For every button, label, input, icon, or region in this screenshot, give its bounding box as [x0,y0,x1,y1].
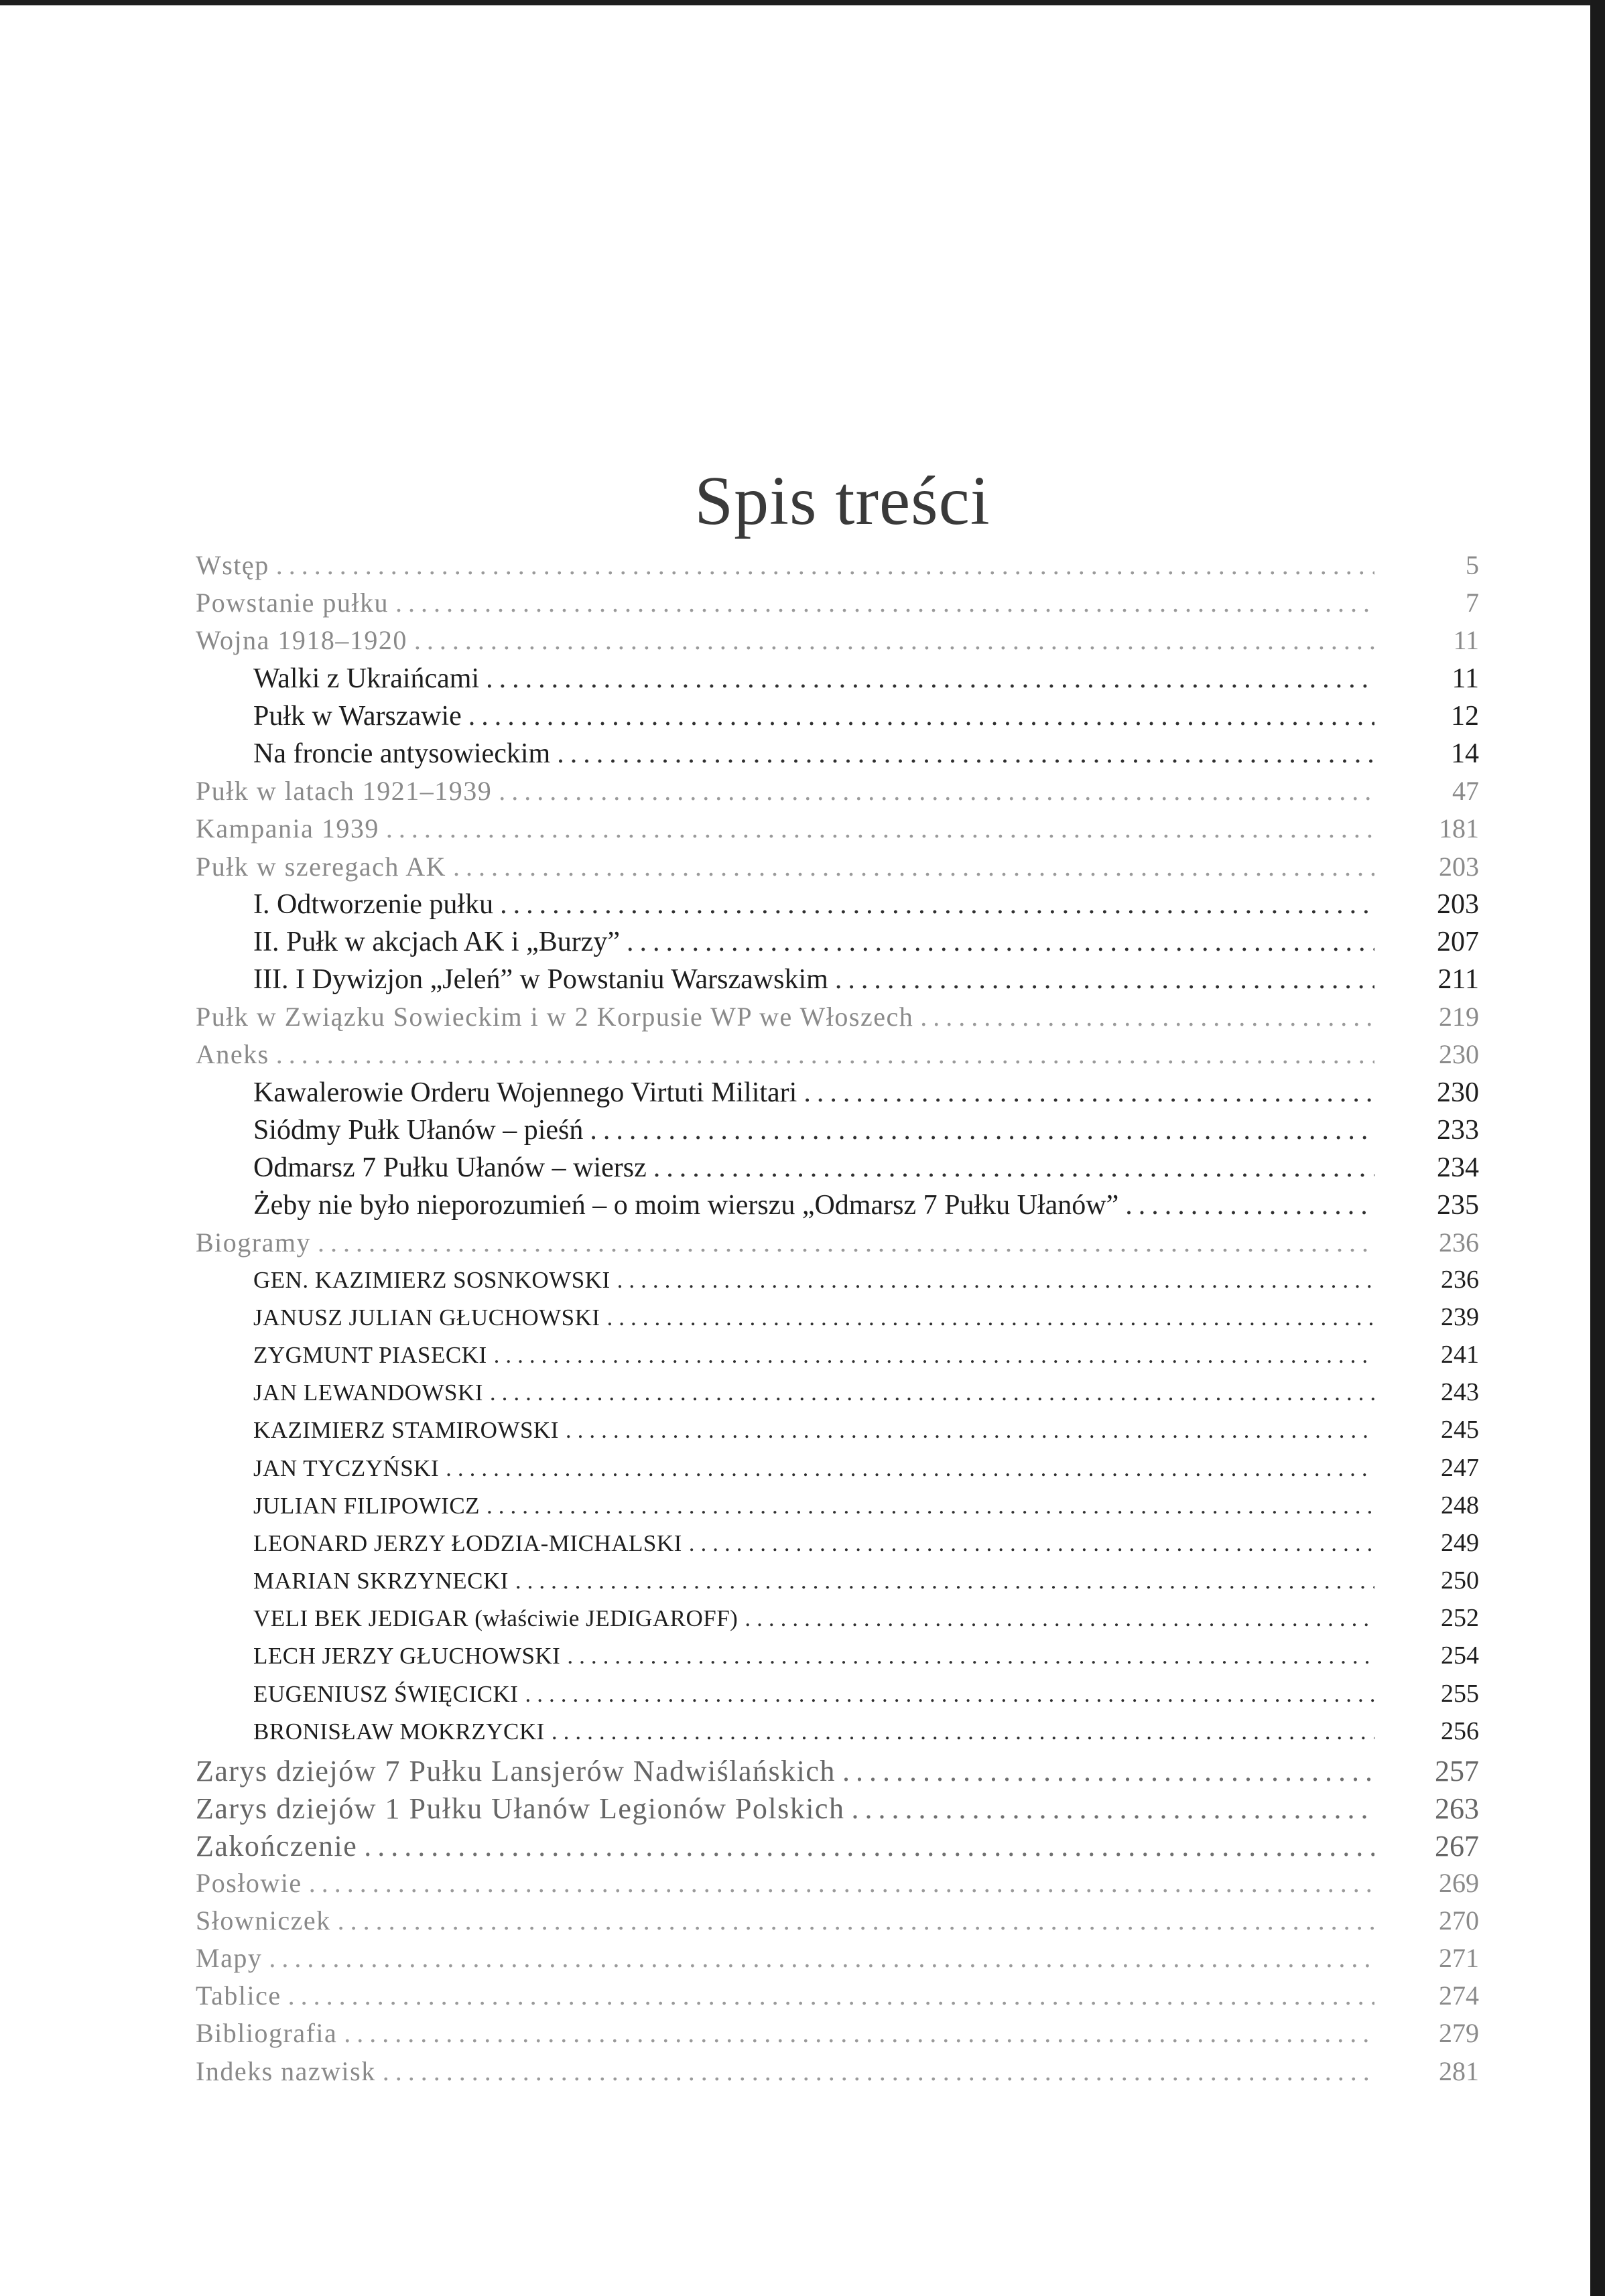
toc-entry-page-number: 219 [1439,1002,1479,1032]
toc-entry [196,663,1479,700]
dot-leader [490,1379,1374,1406]
toc-entry-page-number: 234 [1437,1152,1479,1183]
dot-leader [653,1152,1374,1184]
dot-leader [851,1792,1374,1826]
dot-leader [453,851,1374,882]
dot-leader [500,888,1374,921]
toc-entry-page-number: 14 [1451,738,1479,769]
toc-entry [196,1792,1479,1829]
toc-entry-title: Kampania 1939 [196,813,379,844]
toc-entry-title: Pułk w Warszawie [253,700,462,732]
dot-leader [689,1530,1374,1557]
toc-entry [196,1942,1479,1980]
toc-entry [196,1528,1479,1566]
toc-entry-page-number: 47 [1452,776,1479,807]
toc-entry-page-number: 270 [1439,1905,1479,1936]
dot-leader [364,1829,1374,1863]
toc-entry [196,624,1479,662]
toc-entry [196,888,1479,926]
toc-entry [196,1716,1479,1754]
toc-entry-page-number: 269 [1439,1867,1479,1898]
toc-entry-title: LEONARD JERZY ŁODZIA-MICHALSKI [253,1530,682,1556]
toc-entry-page-number: 252 [1441,1604,1479,1633]
dot-leader [446,1455,1374,1482]
toc-entry-page-number: 250 [1441,1566,1479,1595]
scan-edge-right [1590,0,1605,2296]
toc-entry-page-number: 248 [1441,1491,1479,1520]
toc-entry-page-number: 5 [1466,550,1479,580]
dot-leader [344,2017,1374,2049]
toc-entry [196,813,1479,850]
toc-entry [196,1077,1479,1114]
toc-entry-title: ZYGMUNT PIASECKI [253,1341,487,1368]
toc-entry-title: JANUSZ JULIAN GŁUCHOWSKI [253,1304,600,1331]
toc-entry-page-number: 211 [1437,964,1479,996]
toc-entry-title: EUGENIUSZ ŚWIĘCICKI [253,1680,519,1707]
toc-entry [196,1566,1479,1603]
toc-entry [196,587,1479,624]
toc-entry-page-number: 274 [1439,1980,1479,2011]
toc-entry-page-number: 236 [1439,1227,1479,1258]
toc-entry [196,700,1479,738]
toc-entry [196,1302,1479,1340]
toc-entry-page-number: 236 [1441,1265,1479,1294]
toc-entry-title: BRONISŁAW MOKRZYCKI [253,1718,545,1745]
dot-leader [269,1942,1374,1974]
toc-entry-page-number: 267 [1435,1830,1479,1863]
toc-entry [196,963,1479,1001]
toc-entry-title: Wojna 1918–1920 [196,625,407,656]
dot-leader [383,2055,1374,2087]
toc-entry-title: KAZIMIERZ STAMIROWSKI [253,1417,559,1444]
toc-entry-title: MARIAN SKRZYNECKI [253,1568,509,1595]
page-title: Spis treści [694,462,990,539]
dot-leader [515,1568,1374,1595]
toc-entry-page-number: 243 [1441,1378,1479,1407]
toc-entry [196,1038,1479,1076]
toc-entry-title: JULIAN FILIPOWICZ [253,1492,480,1519]
toc-entry-title: Biogramy [196,1227,311,1258]
toc-entry [196,1754,1479,1792]
toc-entry-title: Żeby nie było nieporozumień – o moim wierszu „Odmarsz 7 Pułku Ułanów” [253,1190,1119,1221]
dot-leader [525,1681,1374,1708]
toc-entry-page-number: 230 [1437,1077,1479,1108]
toc-entry-title: Mapy [196,1942,263,1973]
toc-entry-title: Zakończenie [196,1830,358,1863]
toc-entry [196,1980,1479,2017]
toc-entry [196,1829,1479,1867]
dot-leader [499,775,1374,807]
toc-entry [196,2017,1479,2055]
toc-entry-page-number: 255 [1441,1679,1479,1708]
dot-leader [486,663,1374,695]
toc-entry-page-number: 11 [1453,625,1479,656]
toc-entry-title: JAN LEWANDOWSKI [253,1379,483,1406]
dot-leader [607,1304,1374,1331]
dot-leader [920,1001,1374,1032]
toc-entry-page-number: 256 [1441,1716,1479,1745]
toc-entry [196,1189,1479,1227]
toc-entry-page-number: 181 [1439,813,1479,844]
toc-entry [196,851,1479,888]
toc-entry-page-number: 239 [1441,1302,1479,1331]
dot-leader [552,1718,1374,1745]
toc-entry [196,1001,1479,1038]
toc-entry-title: Pułk w Związku Sowieckim i w 2 Korpusie WP we Włoszech [196,1002,914,1032]
toc-entry-title: III. I Dywizjon „Jeleń” w Powstaniu Warszawskim [253,964,828,996]
toc-entry-page-number: 249 [1441,1528,1479,1557]
toc-entry [196,1227,1479,1264]
toc-entry-title: Aneks [196,1039,269,1070]
toc-entry-title: LECH JERZY GŁUCHOWSKI [253,1643,561,1670]
toc-entry-title: VELI BEK JEDIGAR (właściwie JEDIGAROFF) [253,1605,739,1632]
dot-leader [567,1643,1374,1670]
toc-entry-page-number: 207 [1437,926,1479,957]
dot-leader [557,738,1374,770]
toc-entry-title: Zarys dziejów 1 Pułku Ułanów Legionów Polskich [196,1792,845,1826]
toc-entry-page-number: 254 [1441,1641,1479,1670]
dot-leader [627,926,1374,958]
toc-entry-title: Powstanie pułku [196,588,389,618]
toc-entry [196,1152,1479,1189]
toc-entry-page-number: 12 [1451,700,1479,732]
toc-entry [196,1453,1479,1491]
toc-entry [196,775,1479,813]
toc-entry-title: Słowniczek [196,1905,331,1936]
toc-entry-title: Siódmy Pułk Ułanów – pieśń [253,1114,584,1146]
toc-entry-title: Bibliografia [196,2018,338,2049]
toc-entry-page-number: 203 [1437,888,1479,920]
toc-entry-page-number: 235 [1437,1190,1479,1221]
toc-entry-title: I. Odtworzenie pułku [253,888,494,920]
dot-leader [804,1077,1374,1109]
dot-leader [338,1905,1374,1936]
dot-leader [1125,1189,1374,1221]
dot-leader [487,1493,1374,1520]
toc-entry-page-number: 245 [1441,1416,1479,1444]
toc-entry-page-number: 11 [1452,663,1479,694]
toc-entry-page-number: 230 [1439,1039,1479,1070]
dot-leader [395,587,1374,618]
dot-leader [386,813,1374,844]
dot-leader [414,624,1374,656]
toc-entry-title: Odmarsz 7 Pułku Ułanów – wiersz [253,1152,647,1183]
toc-entry [196,2055,1479,2093]
toc-entry [196,1641,1479,1678]
scan-edge-top [0,0,1605,5]
dot-leader [745,1605,1374,1632]
toc-entry-page-number: 279 [1439,2018,1479,2049]
toc-entry-page-number: 281 [1439,2055,1479,2086]
toc-entry-title: Walki z Ukraińcami [253,663,480,694]
toc-entry-title: Posłowie [196,1867,302,1898]
dot-leader [842,1754,1374,1788]
toc-entry [196,1377,1479,1415]
dot-leader [566,1417,1374,1444]
toc-entry [196,926,1479,963]
toc-entry-page-number: 271 [1439,1942,1479,1973]
dot-leader [468,700,1374,732]
toc-entry [196,1265,1479,1302]
toc-entry-title: Tablice [196,1980,281,2011]
toc-entry-page-number: 203 [1439,851,1479,882]
dot-leader [494,1342,1374,1369]
toc-entry [196,1340,1479,1377]
toc-entry-title: JAN TYCZYŃSKI [253,1455,440,1481]
toc-entry-title: Kawalerowie Orderu Wojennego Virtuti Militari [253,1077,797,1108]
toc-entry-page-number: 263 [1435,1792,1479,1826]
toc-entry [196,1114,1479,1152]
dot-leader [276,549,1374,581]
toc-entry [196,1603,1479,1641]
toc-entry [196,1905,1479,1942]
toc-entry-title: Wstęp [196,550,269,580]
dot-leader [276,1038,1374,1070]
dot-leader [318,1227,1374,1258]
toc-entry-page-number: 233 [1437,1114,1479,1146]
dot-leader [309,1867,1374,1899]
table-of-contents [196,549,1479,2093]
dot-leader [835,963,1374,996]
dot-leader [617,1267,1374,1294]
toc-entry-title: GEN. KAZIMIERZ SOSNKOWSKI [253,1266,611,1293]
toc-entry [196,549,1479,587]
toc-entry-title: Na froncie antysowieckim [253,738,551,769]
toc-entry [196,1415,1479,1453]
toc-entry-page-number: 257 [1435,1755,1479,1787]
toc-entry-title: Pułk w latach 1921–1939 [196,776,493,807]
toc-entry-title: Zarys dziejów 7 Pułku Lansjerów Nadwiślańskich [196,1755,836,1787]
toc-entry-title: Pułk w szeregach AK [196,851,446,882]
toc-entry-page-number: 247 [1441,1453,1479,1482]
toc-entry [196,738,1479,775]
dot-leader [288,1980,1374,2011]
toc-entry-title: Indeks nazwisk [196,2055,376,2086]
book-page [0,5,1590,2296]
toc-entry [196,1679,1479,1716]
toc-entry-page-number: 241 [1441,1340,1479,1369]
dot-leader [590,1114,1374,1146]
toc-entry [196,1867,1479,1905]
toc-entry-page-number: 7 [1466,588,1479,618]
toc-entry-title: II. Pułk w akcjach AK i „Burzy” [253,926,621,957]
toc-entry [196,1491,1479,1528]
